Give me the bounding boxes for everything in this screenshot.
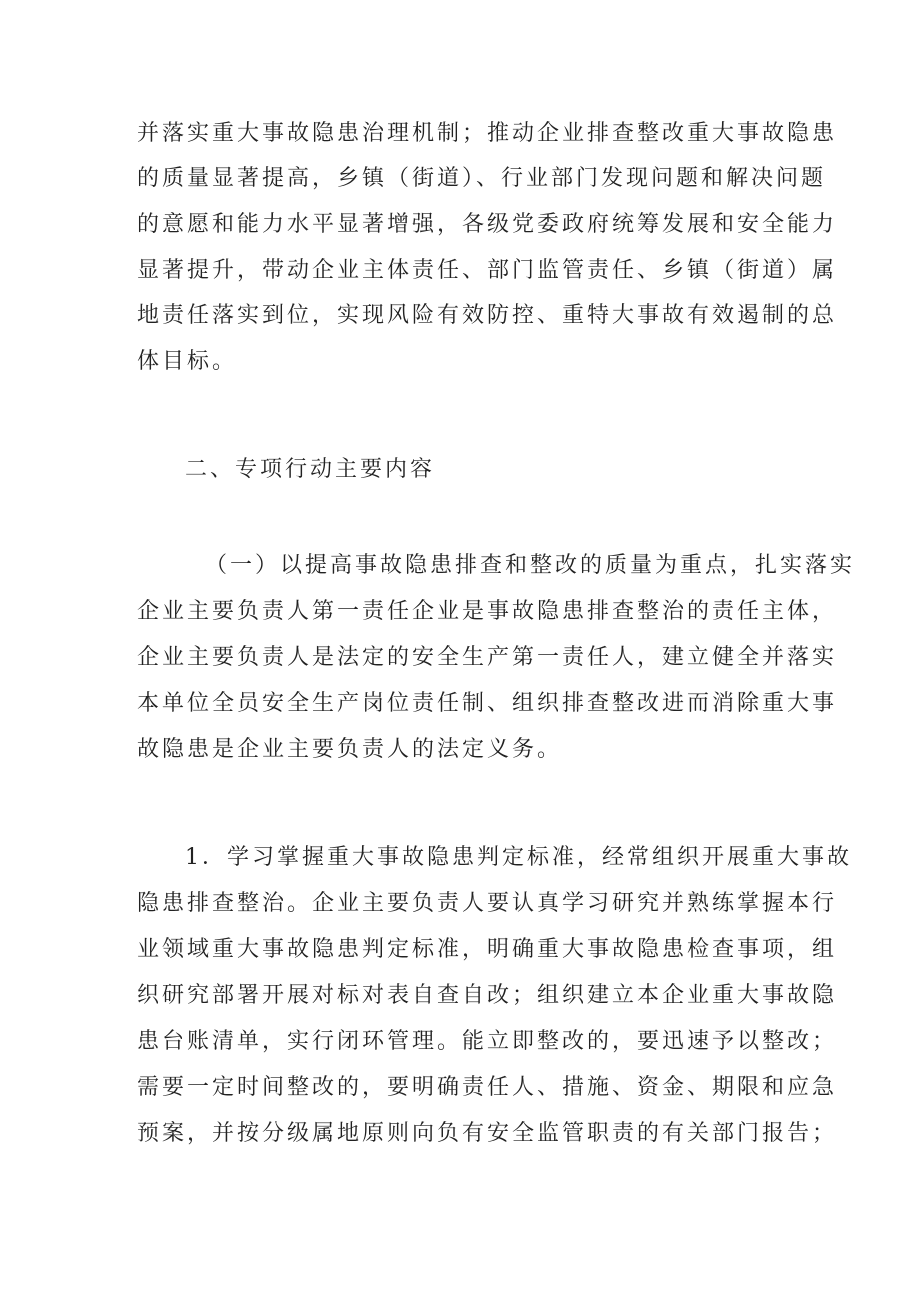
paragraph-2-line-2: 企业主要负责人第一责任企业是事故隐患排查整治的责任主体， bbox=[137, 599, 838, 624]
paragraph-3-line-4: 织研究部署开展对标对表自查自改；组织建立本企业重大事故隐 bbox=[137, 983, 838, 1008]
paragraph-3-line-6: 需要一定时间整改的，要明确责任人、措施、资金、期限和应急 bbox=[137, 1075, 838, 1100]
paragraph-2-line-4: 本单位全员安全生产岗位责任制、组织排查整改进而消除重大事 bbox=[137, 691, 838, 716]
section-heading-2: 二、专项行动主要内容 bbox=[185, 457, 436, 482]
paragraph-3-line-1: 1．学习掌握重大事故隐患判定标准，经常组织开展重大事故 bbox=[185, 845, 852, 870]
paragraph-1-line-4: 显著提升，带动企业主体责任、部门监管责任、乡镇（街道）属 bbox=[137, 258, 838, 283]
paragraph-2-line-3: 企业主要负责人是法定的安全生产第一责任人，建立健全并落实 bbox=[137, 645, 838, 670]
paragraph-3-line-5: 患台账清单，实行闭环管理。能立即整改的，要迅速予以整改； bbox=[137, 1029, 838, 1054]
paragraph-1-line-1: 并落实重大事故隐患治理机制；推动企业排查整改重大事故隐患 bbox=[137, 121, 838, 146]
paragraph-3-line-7: 预案，并按分级属地原则向负有安全监管职责的有关部门报告； bbox=[137, 1121, 838, 1146]
paragraph-3-line-2: 隐患排查整治。企业主要负责人要认真学习研究并熟练掌握本行 bbox=[137, 891, 838, 916]
paragraph-1-line-6: 体目标。 bbox=[137, 349, 238, 374]
paragraph-1-line-2: 的质量显著提高，乡镇（街道）、行业部门发现问题和解决问题 bbox=[137, 166, 827, 191]
paragraph-2-line-1: （一）以提高事故隐患排查和整改的质量为重点，扎实落实 bbox=[205, 553, 856, 578]
paragraph-3-line-3: 业领域重大事故隐患判定标准，明确重大事故隐患检查事项，组 bbox=[137, 937, 838, 962]
paragraph-1-line-5: 地责任落实到位，实现风险有效防控、重特大事故有效遏制的总 bbox=[137, 303, 838, 328]
paragraph-2-line-5: 故隐患是企业主要负责人的法定义务。 bbox=[137, 737, 563, 762]
paragraph-1-line-3: 的意愿和能力水平显著增强，各级党委政府统筹发展和安全能力 bbox=[137, 212, 838, 237]
